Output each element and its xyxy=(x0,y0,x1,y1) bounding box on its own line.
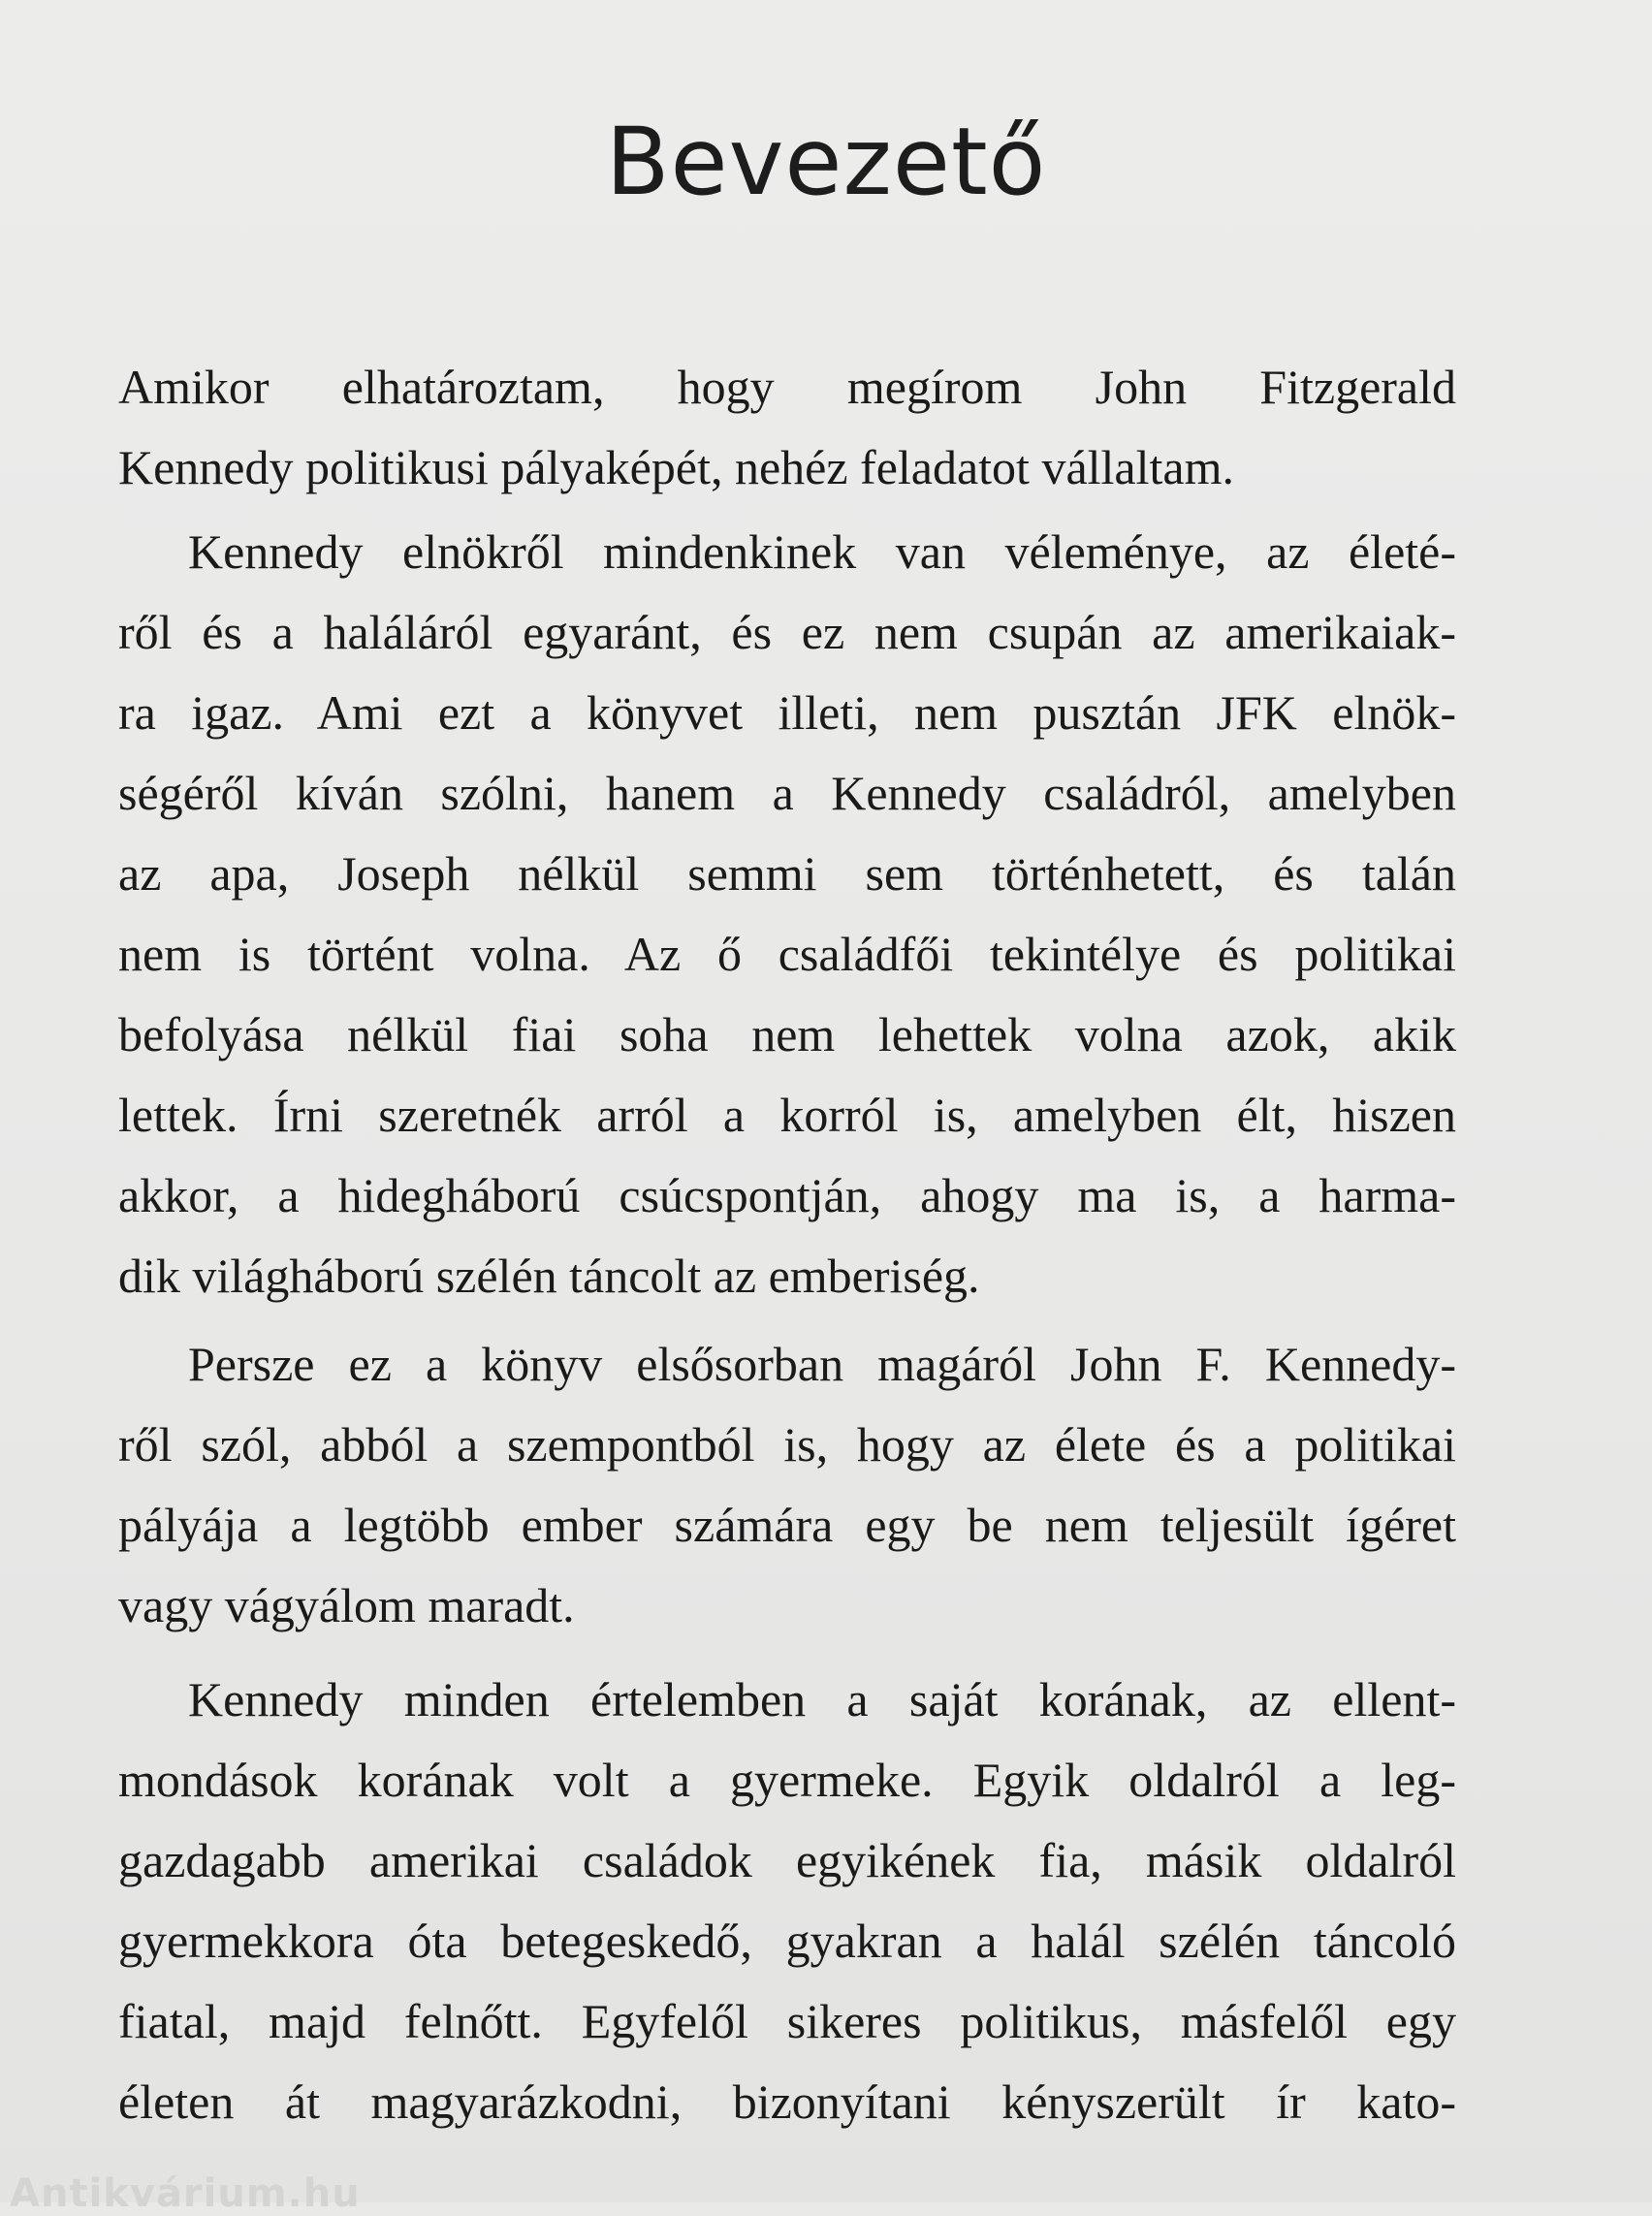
text-line: nem is történt volna. Az ő családfői tekintélye és politikai xyxy=(118,927,1456,981)
body-text xyxy=(118,347,1456,2142)
text-line: életen át magyarázkodni, bizonyítani kényszerült ír kato- xyxy=(118,2074,1456,2129)
watermark: Antikvárium.hu xyxy=(10,2171,361,2216)
text-line: pályája a legtöbb ember számára egy be nem teljesült ígéret xyxy=(118,1498,1456,1552)
text-line: ségéről kíván szólni, hanem a Kennedy családról, amelyben xyxy=(118,766,1456,820)
text-line: ra igaz. Ami ezt a könyvet illeti, nem pusztán JFK elnök- xyxy=(118,685,1456,740)
text-line: az apa, Joseph nélkül semmi sem történhetett, és talán xyxy=(118,846,1456,901)
text-line: ről szól, abból a szempontból is, hogy az élete és a politikai xyxy=(118,1417,1456,1472)
text-line: mondások korának volt a gyermeke. Egyik oldalról a leg- xyxy=(118,1753,1456,1807)
text-line: befolyása nélkül fiai soha nem lehettek volna azok, akik xyxy=(118,1007,1456,1061)
text-line: Kennedy minden értelemben a saját korának, az ellent- xyxy=(188,1672,1456,1726)
text-line: Persze ez a könyv elsősorban magáról John F. Kennedy- xyxy=(188,1337,1456,1391)
text-line: gazdagabb amerikai családok egyikének fia, másik oldalról xyxy=(118,1833,1456,1887)
text-line: lettek. Írni szeretnék arról a korról is, amelyben élt, hiszen xyxy=(118,1088,1456,1142)
text-line: Amikor elhatároztam, hogy megírom John Fitzgerald xyxy=(118,360,1456,414)
text-line: vagy vágyálom maradt. xyxy=(118,1578,575,1632)
text-line: gyermekkora óta betegeskedő, gyakran a halál szélén táncoló xyxy=(118,1914,1456,1968)
text-line: fiatal, majd felnőtt. Egyfelől sikeres politikus, másfelől egy xyxy=(118,1994,1456,2048)
text-line: ről és a haláláról egyaránt, és ez nem csupán az amerikaiak- xyxy=(118,605,1456,659)
text-line: Kennedy politikusi pályaképét, nehéz feladatot vállaltam. xyxy=(118,440,1234,494)
page-title: Bevezető xyxy=(605,108,1047,216)
text-line: akkor, a hidegháború csúcspontján, ahogy ma is, a harma- xyxy=(118,1168,1456,1222)
text-line: dik világháború szélén táncolt az emberiség. xyxy=(118,1249,980,1303)
text-line: Kennedy elnökről mindenkinek van véleménye, az életé- xyxy=(188,524,1456,579)
